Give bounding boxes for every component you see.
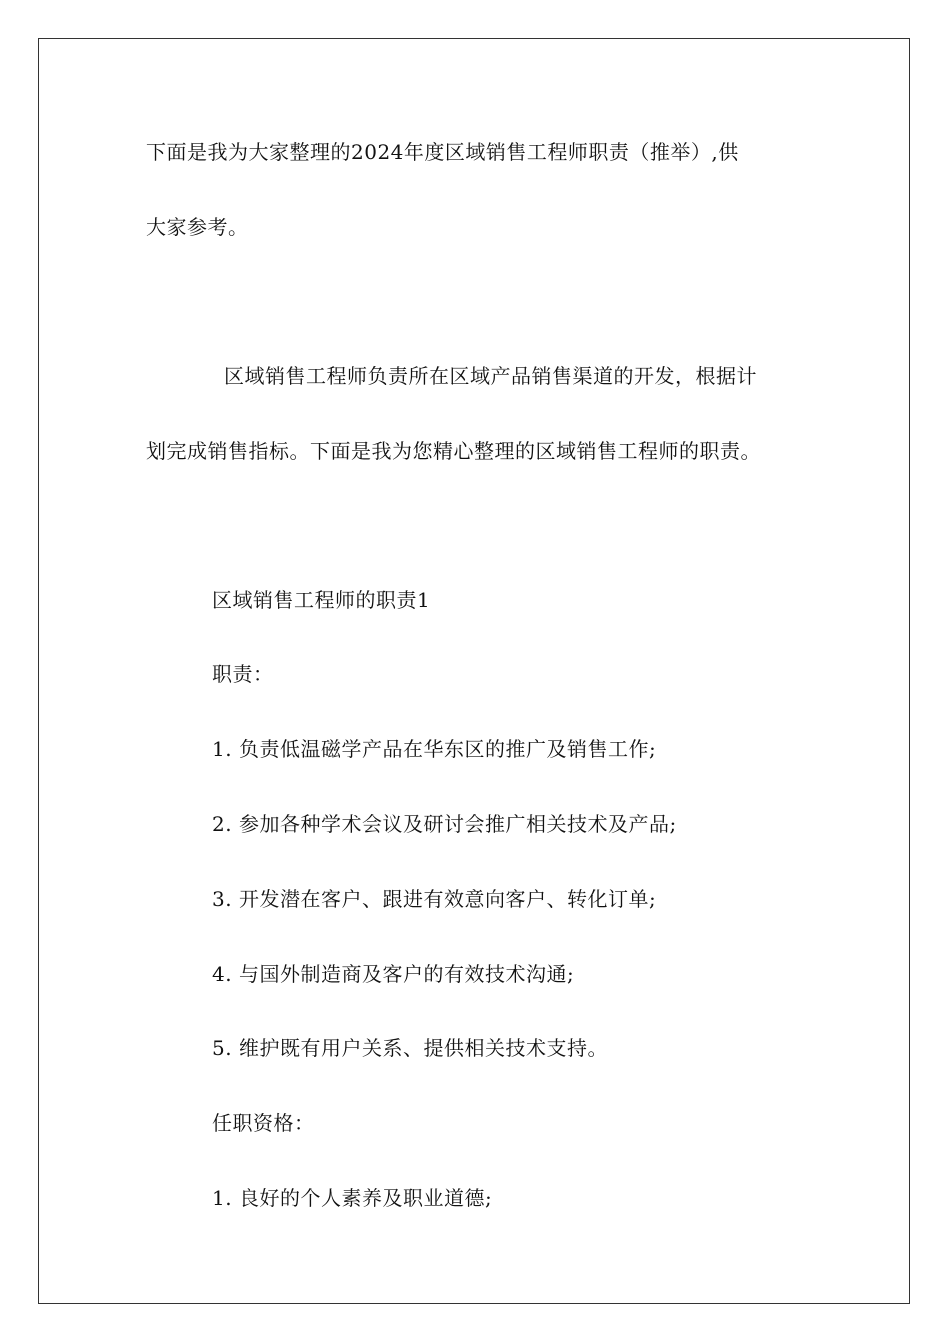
paragraph-line-1: 区域销售工程师负责所在区域产品销售渠道的开发，根据计 [224, 364, 757, 388]
duty-item: 2. 参加各种学术会议及研讨会推广相关技术及产品; [212, 812, 677, 836]
section-heading: 区域销售工程师的职责1 [212, 588, 431, 612]
duty-item: 4. 与国外制造商及客户的有效技术沟通; [212, 962, 575, 986]
duty-item: 5. 维护既有用户关系、提供相关技术支持。 [212, 1036, 608, 1060]
duty-item: 3. 开发潜在客户、跟进有效意向客户、转化订单; [212, 887, 657, 911]
duty-item: 1. 负责低温磁学产品在华东区的推广及销售工作; [212, 737, 657, 761]
intro-line-2: 大家参考。 [146, 215, 249, 239]
qualification-item: 1. 良好的个人素养及职业道德; [212, 1186, 493, 1210]
paragraph-line-2: 划完成销售指标。下面是我为您精心整理的区域销售工程师的职责。 [146, 439, 761, 463]
duties-label: 职责： [212, 662, 274, 686]
qualifications-label: 任职资格： [212, 1111, 315, 1135]
intro-line-1: 下面是我为大家整理的2024年度区域销售工程师职责（推举）,供 [146, 140, 739, 164]
